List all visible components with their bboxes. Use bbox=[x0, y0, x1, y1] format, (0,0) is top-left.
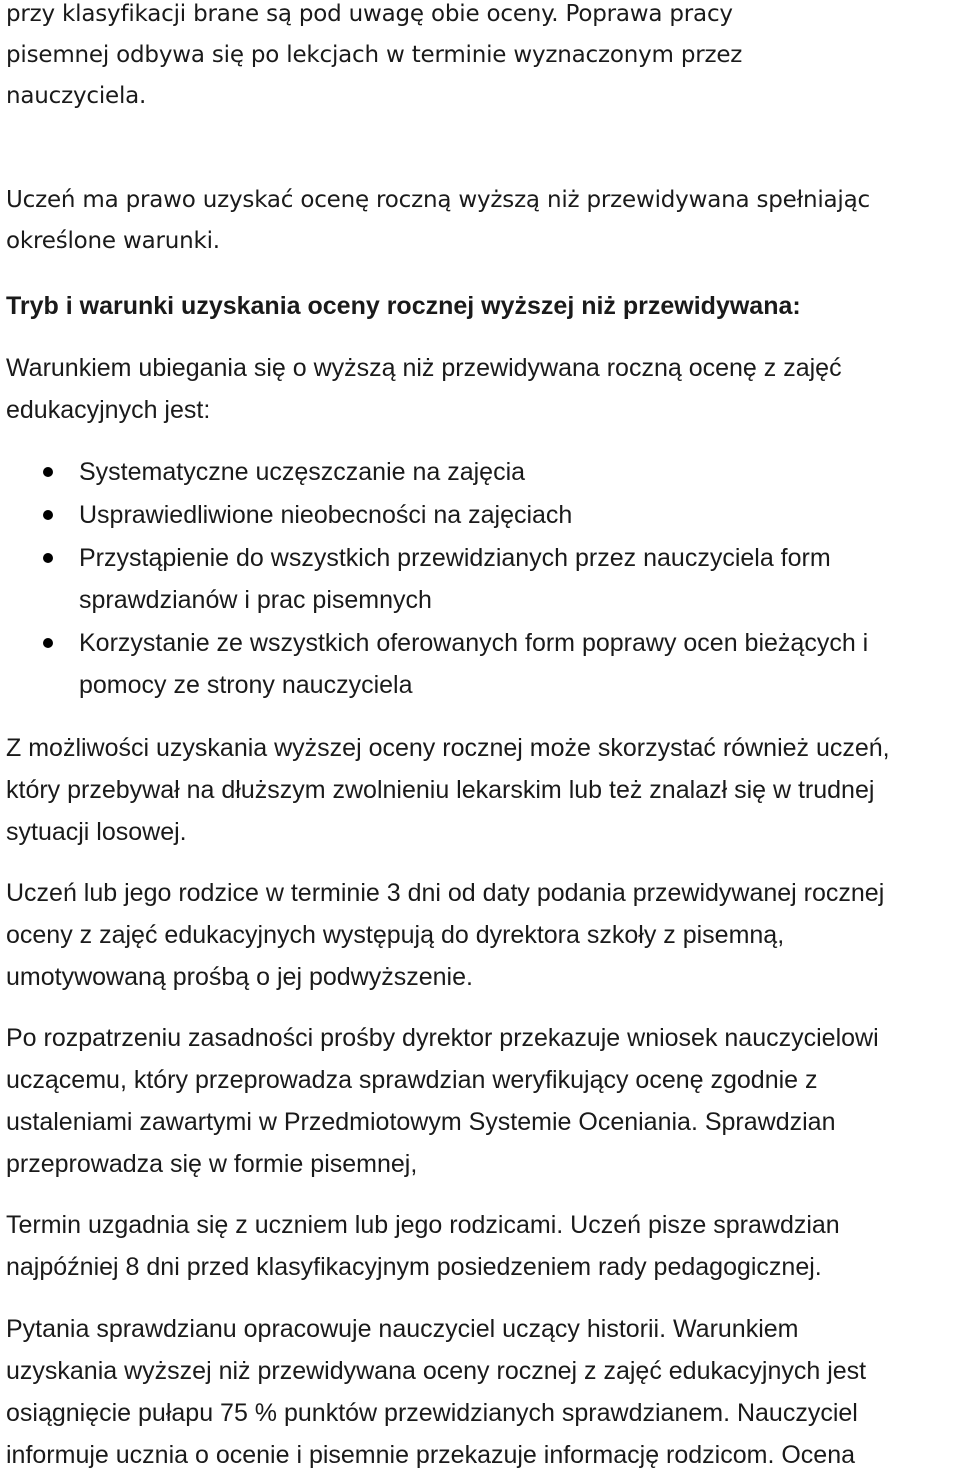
paragraph-line: oceny z zajęć edukacyjnych występują do dyrektora szkoły z pisemną, bbox=[6, 921, 785, 949]
paragraph-line: Po rozpatrzeniu zasadności prośby dyrektor przekazuje wniosek nauczycielowi bbox=[6, 1024, 879, 1052]
paragraph-line: Warunkiem ubiegania się o wyższą niż przewidywana roczną ocenę z zajęć bbox=[6, 354, 842, 382]
section-heading: Tryb i warunki uzyskania oceny rocznej wyższej niż przewidywana: bbox=[6, 292, 801, 320]
paragraph-line: osiągnięcie pułapu 75 % punktów przewidzianych sprawdzianem. Nauczyciel bbox=[6, 1399, 858, 1427]
list-item-text: Korzystanie ze wszystkich oferowanych form poprawy ocen bieżących i bbox=[79, 629, 869, 657]
paragraph-line: Uczeń ma prawo uzyskać ocenę roczną wyższą niż przewidywana spełniając bbox=[6, 187, 870, 213]
paragraph-line: umotywowaną prośbą o jej podwyższenie. bbox=[6, 963, 473, 991]
paragraph-line: Uczeń lub jego rodzice w terminie 3 dni od daty podania przewidywanej rocznej bbox=[6, 879, 885, 907]
paragraph-line: nauczyciela. bbox=[6, 83, 147, 109]
bullet-icon bbox=[43, 553, 53, 563]
bullet-icon bbox=[43, 510, 53, 520]
paragraph-line: edukacyjnych jest: bbox=[6, 396, 211, 424]
paragraph-line: przeprowadza się w formie pisemnej, bbox=[6, 1150, 418, 1178]
bullet-icon bbox=[43, 638, 53, 648]
paragraph-line: Z możliwości uzyskania wyższej oceny rocznej może skorzystać również uczeń, bbox=[6, 734, 890, 762]
paragraph-line: najpóźniej 8 dni przed klasyfikacyjnym posiedzeniem rady pedagogicznej. bbox=[6, 1253, 822, 1281]
paragraph-line: pisemnej odbywa się po lekcjach w terminie wyznaczonym przez bbox=[6, 42, 743, 68]
paragraph-line: który przebywał na dłuższym zwolnieniu lekarskim lub też znalazł się w trudnej bbox=[6, 776, 875, 804]
paragraph-line: ustaleniami zawartymi w Przedmiotowym Systemie Oceniania. Sprawdzian bbox=[6, 1108, 836, 1136]
paragraph-line: uczącemu, który przeprowadza sprawdzian weryfikujący ocenę zgodnie z bbox=[6, 1066, 818, 1094]
paragraph-line: Termin uzgadnia się z uczniem lub jego rodzicami. Uczeń pisze sprawdzian bbox=[6, 1211, 840, 1239]
paragraph-line: sytuacji losowej. bbox=[6, 818, 187, 846]
paragraph-line: określone warunki. bbox=[6, 228, 220, 254]
bullet-icon bbox=[43, 467, 53, 477]
paragraph-line: Pytania sprawdzianu opracowuje nauczyciel uczący historii. Warunkiem bbox=[6, 1315, 799, 1343]
paragraph-line: uzyskania wyższej niż przewidywana oceny rocznej z zajęć edukacyjnych jest bbox=[6, 1357, 867, 1385]
paragraph-line: przy klasyfikacji brane są pod uwagę obie oceny. Poprawa pracy bbox=[6, 1, 733, 27]
list-item-text: pomocy ze strony nauczyciela bbox=[79, 671, 413, 699]
paragraph-line: informuje ucznia o ocenie i pisemnie przekazuje informację rodzicom. Ocena bbox=[6, 1441, 856, 1469]
list-item-text: sprawdzianów i prac pisemnych bbox=[79, 586, 432, 614]
list-item-text: Usprawiedliwione nieobecności na zajęciach bbox=[79, 501, 573, 529]
list-item-text: Przystąpienie do wszystkich przewidzianych przez nauczyciela form bbox=[79, 544, 831, 572]
list-item-text: Systematyczne uczęszczanie na zajęcia bbox=[79, 458, 526, 486]
